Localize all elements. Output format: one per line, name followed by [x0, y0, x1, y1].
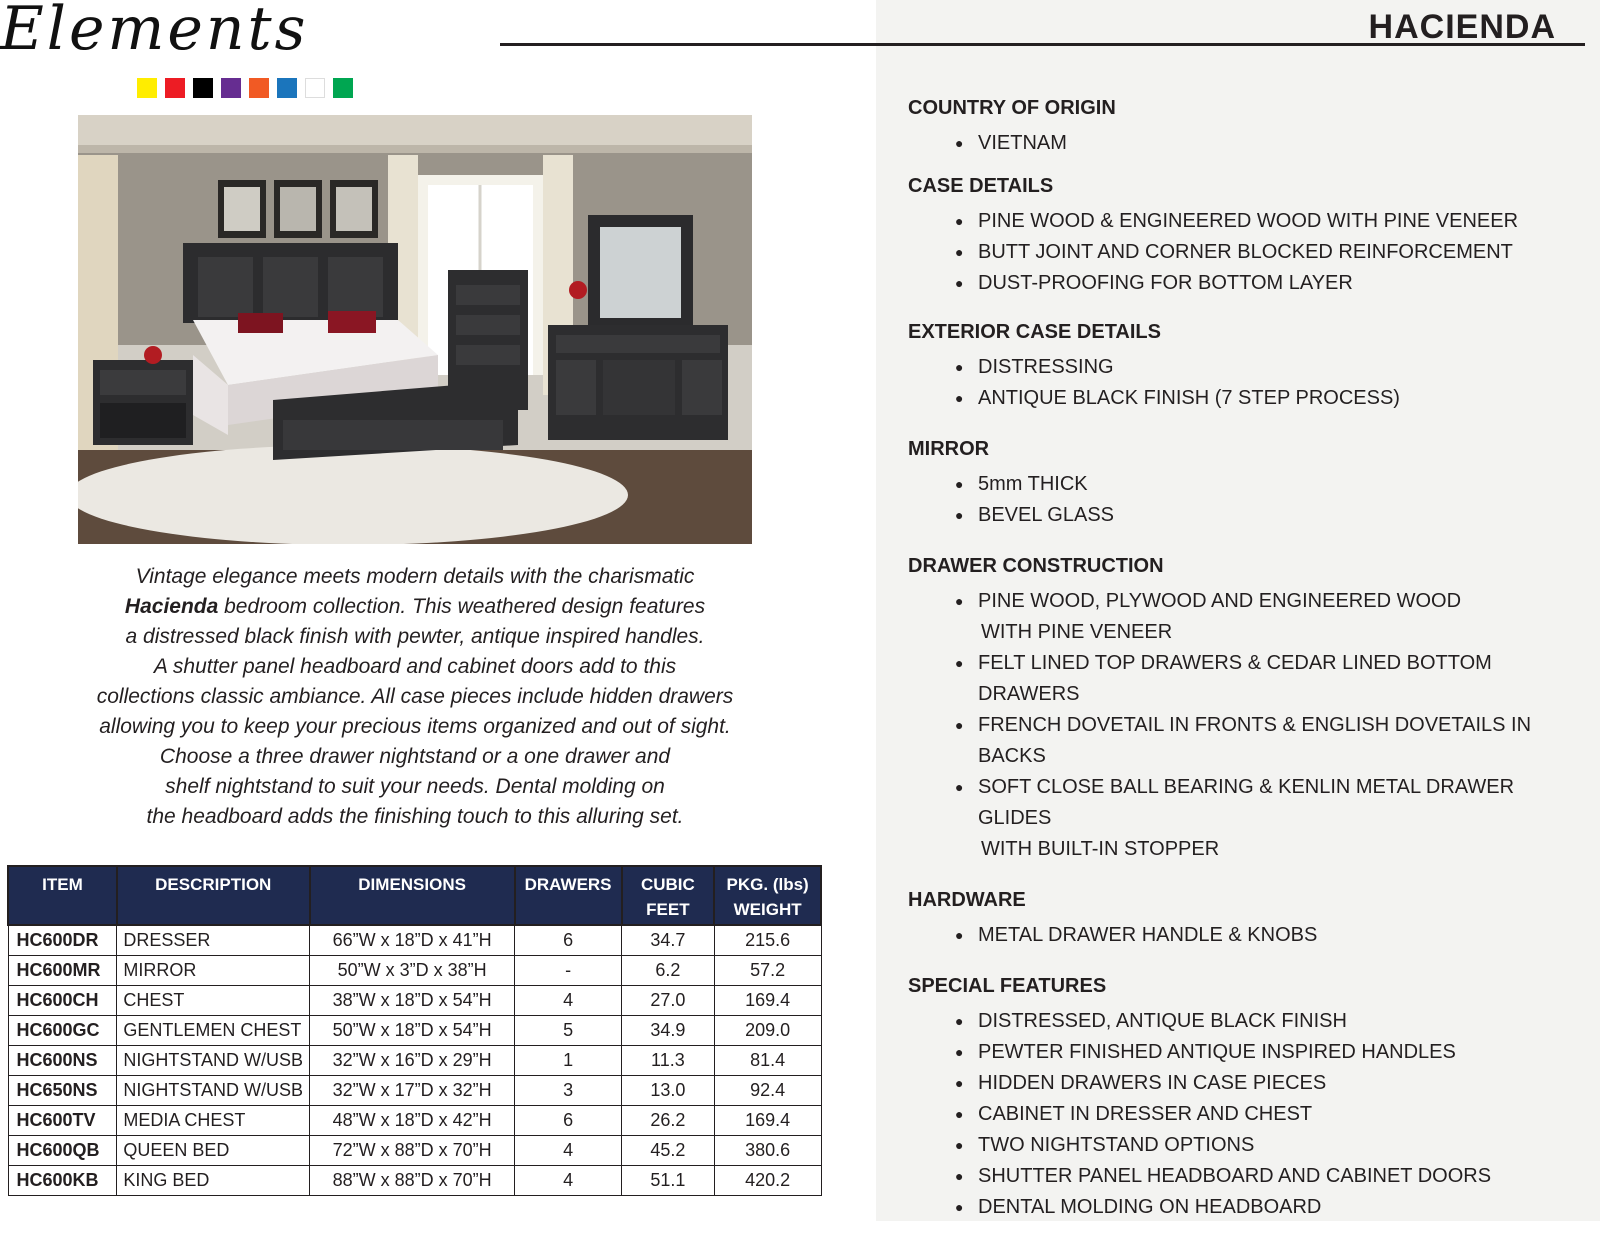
cell-cubic-feet: 11.3: [622, 1046, 715, 1076]
spec-bullet-item: ● VIETNAM: [908, 128, 1588, 159]
cell-drawers: 6: [515, 925, 622, 956]
cell-item: HC600MR: [8, 956, 117, 986]
spec-section-title: COUNTRY OF ORIGIN: [908, 97, 1116, 119]
spec-bullet-item: ● BUTT JOINT AND CORNER BLOCKED REINFORCEMENT: [908, 237, 1588, 268]
table-row: [8, 1076, 821, 1106]
cell-description: CHEST: [117, 986, 310, 1016]
spec-bullet-list: [908, 920, 1588, 951]
bedroom-set-photo: [78, 115, 752, 544]
cell-cubic-feet: 45.2: [622, 1136, 715, 1166]
cell-cubic-feet: 13.0: [622, 1076, 715, 1106]
cell-description: KING BED: [117, 1166, 310, 1196]
description-line: [40, 592, 790, 622]
spec-section: [908, 885, 1588, 951]
spec-bullet-item: ● DISTRESSING: [908, 352, 1588, 383]
cell-item: HC600QB: [8, 1136, 117, 1166]
cell-item: HC650NS: [8, 1076, 117, 1106]
spec-section-title: SPECIAL FEATURES: [908, 975, 1107, 997]
header-weight: [714, 866, 821, 925]
table-header-row: [8, 866, 821, 925]
cell-description: DRESSER: [117, 925, 310, 956]
cell-cubic-feet: 34.7: [622, 925, 715, 956]
description-line-rest: bedroom collection. This weathered design features: [218, 595, 706, 618]
cell-dimensions: 32”W x 16”D x 29”H: [310, 1046, 515, 1076]
color-swatch: [193, 78, 213, 98]
cell-item: HC600CH: [8, 986, 117, 1016]
color-swatch: [165, 78, 185, 98]
cell-description: MEDIA CHEST: [117, 1106, 310, 1136]
spec-bullet-continuation: WITH BUILT-IN STOPPER: [981, 838, 1220, 860]
color-swatch: [277, 78, 297, 98]
table-row: [8, 1106, 821, 1136]
description-line: Choose a three drawer nightstand or a one drawer and: [159, 745, 671, 768]
cell-drawers: 4: [515, 986, 622, 1016]
spec-bullet-list: [908, 469, 1588, 531]
table-row: [8, 1136, 821, 1166]
cell-item: HC600GC: [8, 1016, 117, 1046]
spec-bullet-item: ● CABINET IN DRESSER AND CHEST: [908, 1099, 1588, 1130]
spec-bullet-item: ● HIDDEN DRAWERS IN CASE PIECES: [908, 1068, 1588, 1099]
collection-name-emphasis: Hacienda: [124, 595, 219, 618]
cell-cubic-feet: 34.9: [622, 1016, 715, 1046]
product-spec-table: [7, 865, 822, 1196]
spec-bullet-item: ● SOFT CLOSE BALL BEARING & KENLIN METAL DRAWER GLIDES: [908, 772, 1588, 834]
description-line: allowing you to keep your precious items organized and out of sight.: [99, 715, 731, 738]
description-line: collections classic ambiance. All case pieces include hidden drawers: [96, 685, 734, 708]
cell-item: HC600TV: [8, 1106, 117, 1136]
cell-description: QUEEN BED: [117, 1136, 310, 1166]
spec-section: [908, 317, 1588, 414]
table-row: [8, 956, 821, 986]
spec-bullet-list: [908, 1006, 1588, 1223]
color-swatch: [249, 78, 269, 98]
cell-dimensions: 66”W x 18”D x 41”H: [310, 925, 515, 956]
spec-bullet-item: ● ANTIQUE BLACK FINISH (7 STEP PROCESS): [908, 383, 1588, 414]
specifications-list: [908, 93, 1588, 1243]
spec-section: [908, 434, 1588, 531]
cell-dimensions: 38”W x 18”D x 54”H: [310, 986, 515, 1016]
header-weight-line2: WEIGHT: [733, 900, 802, 919]
table-row: [8, 1166, 821, 1196]
spec-bullet-item: ● SHUTTER PANEL HEADBOARD AND CABINET DOORS: [908, 1161, 1588, 1192]
cell-description: NIGHTSTAND W/USB: [117, 1076, 310, 1106]
description-line: shelf nightstand to suit your needs. Dental molding on: [165, 775, 665, 798]
color-swatch: [333, 78, 353, 98]
header-item: ITEM: [8, 866, 117, 925]
header-weight-line1: PKG. (lbs): [726, 875, 809, 894]
spec-bullet-item: ● DUST-PROOFING FOR BOTTOM LAYER: [908, 268, 1588, 299]
color-swatches: [137, 78, 353, 98]
description-line: a distressed black finish with pewter, antique inspired handles.: [125, 625, 705, 648]
collection-description: [40, 562, 790, 832]
spec-bullet-item: ● BEVEL GLASS: [908, 500, 1588, 531]
spec-section: [908, 93, 1588, 159]
spec-bullet-continuation: WITH PINE VENEER: [981, 621, 1173, 643]
cell-cubic-feet: 27.0: [622, 986, 715, 1016]
spec-bullet-item: ● METAL DRAWER HANDLE & KNOBS: [908, 920, 1588, 951]
spec-bullet-list: [908, 352, 1588, 414]
spec-bullet-item: ● DENTAL MOLDING ON HEADBOARD: [908, 1192, 1588, 1223]
header-dimensions: DIMENSIONS: [310, 866, 515, 925]
spec-bullet-item: ● FELT LINED TOP DRAWERS & CEDAR LINED BOTTOM DRAWERS: [908, 648, 1588, 710]
cell-drawers: 5: [515, 1016, 622, 1046]
header-cubic-line1: CUBIC: [640, 875, 695, 894]
cell-dimensions: 48”W x 18”D x 42”H: [310, 1106, 515, 1136]
table-row: [8, 1016, 821, 1046]
spec-section-title: EXTERIOR CASE DETAILS: [908, 321, 1161, 343]
cell-weight: 169.4: [714, 986, 821, 1016]
collection-title: HACIENDA: [1368, 8, 1556, 46]
cell-cubic-feet: 26.2: [622, 1106, 715, 1136]
cell-description: MIRROR: [117, 956, 310, 986]
spec-section-title: DRAWER CONSTRUCTION: [908, 555, 1164, 577]
spec-bullet-item: ● TWO NIGHTSTAND OPTIONS: [908, 1130, 1588, 1161]
table-row: [8, 925, 821, 956]
color-swatch: [305, 78, 325, 98]
cell-dimensions: 50”W x 3”D x 38”H: [310, 956, 515, 986]
description-line: the headboard adds the finishing touch to this alluring set.: [146, 805, 684, 828]
description-line: A shutter panel headboard and cabinet doors add to this: [153, 655, 677, 678]
spec-section-title: MIRROR: [908, 438, 990, 460]
spec-bullet-list: [908, 128, 1588, 159]
cell-weight: 420.2: [714, 1166, 821, 1196]
cell-item: HC600KB: [8, 1166, 117, 1196]
spec-bullet-list: [908, 206, 1588, 299]
cell-dimensions: 88”W x 88”D x 70”H: [310, 1166, 515, 1196]
cell-weight: 209.0: [714, 1016, 821, 1046]
spec-bullet-item: ● PEWTER FINISHED ANTIQUE INSPIRED HANDLES: [908, 1037, 1588, 1068]
spec-bullet-item: ● 5mm THICK: [908, 469, 1588, 500]
cell-drawers: 4: [515, 1136, 622, 1166]
cell-weight: 92.4: [714, 1076, 821, 1106]
spec-section: [908, 971, 1588, 1223]
cell-weight: 57.2: [714, 956, 821, 986]
cell-weight: 81.4: [714, 1046, 821, 1076]
cell-description: NIGHTSTAND W/USB: [117, 1046, 310, 1076]
spec-bullet-item: ● PINE WOOD & ENGINEERED WOOD WITH PINE VENEER: [908, 206, 1588, 237]
header-cubic-feet: [622, 866, 715, 925]
spec-section-title: HARDWARE: [908, 889, 1026, 911]
cell-dimensions: 50”W x 18”D x 54”H: [310, 1016, 515, 1046]
description-line: Vintage elegance meets modern details with the charismatic: [135, 565, 695, 588]
cell-description: GENTLEMEN CHEST: [117, 1016, 310, 1046]
header-cubic-line2: FEET: [646, 900, 690, 919]
color-swatch: [221, 78, 241, 98]
cell-item: HC600NS: [8, 1046, 117, 1076]
spec-bullet-item: ● DISTRESSED, ANTIQUE BLACK FINISH: [908, 1006, 1588, 1037]
brand-logo: Elements: [0, 0, 309, 64]
cell-dimensions: 72”W x 88”D x 70”H: [310, 1136, 515, 1166]
spec-section: [908, 551, 1588, 865]
header-drawers: DRAWERS: [515, 866, 622, 925]
table-row: [8, 1046, 821, 1076]
spec-section: [908, 171, 1588, 299]
color-swatch: [137, 78, 157, 98]
cell-drawers: 4: [515, 1166, 622, 1196]
cell-weight: 380.6: [714, 1136, 821, 1166]
cell-item: HC600DR: [8, 925, 117, 956]
cell-cubic-feet: 51.1: [622, 1166, 715, 1196]
cell-drawers: 6: [515, 1106, 622, 1136]
cell-drawers: 1: [515, 1046, 622, 1076]
cell-cubic-feet: 6.2: [622, 956, 715, 986]
spec-bullet-item: ● FRENCH DOVETAIL IN FRONTS & ENGLISH DOVETAILS IN BACKS: [908, 710, 1588, 772]
header-description: DESCRIPTION: [117, 866, 310, 925]
cell-drawers: -: [515, 956, 622, 986]
cell-weight: 169.4: [714, 1106, 821, 1136]
spec-bullet-item: ● PINE WOOD, PLYWOOD AND ENGINEERED WOOD: [908, 586, 1588, 617]
spec-bullet-list: [908, 586, 1588, 865]
table-row: [8, 986, 821, 1016]
cell-weight: 215.6: [714, 925, 821, 956]
cell-drawers: 3: [515, 1076, 622, 1106]
spec-section-title: CASE DETAILS: [908, 175, 1054, 197]
cell-dimensions: 32”W x 17”D x 32”H: [310, 1076, 515, 1106]
